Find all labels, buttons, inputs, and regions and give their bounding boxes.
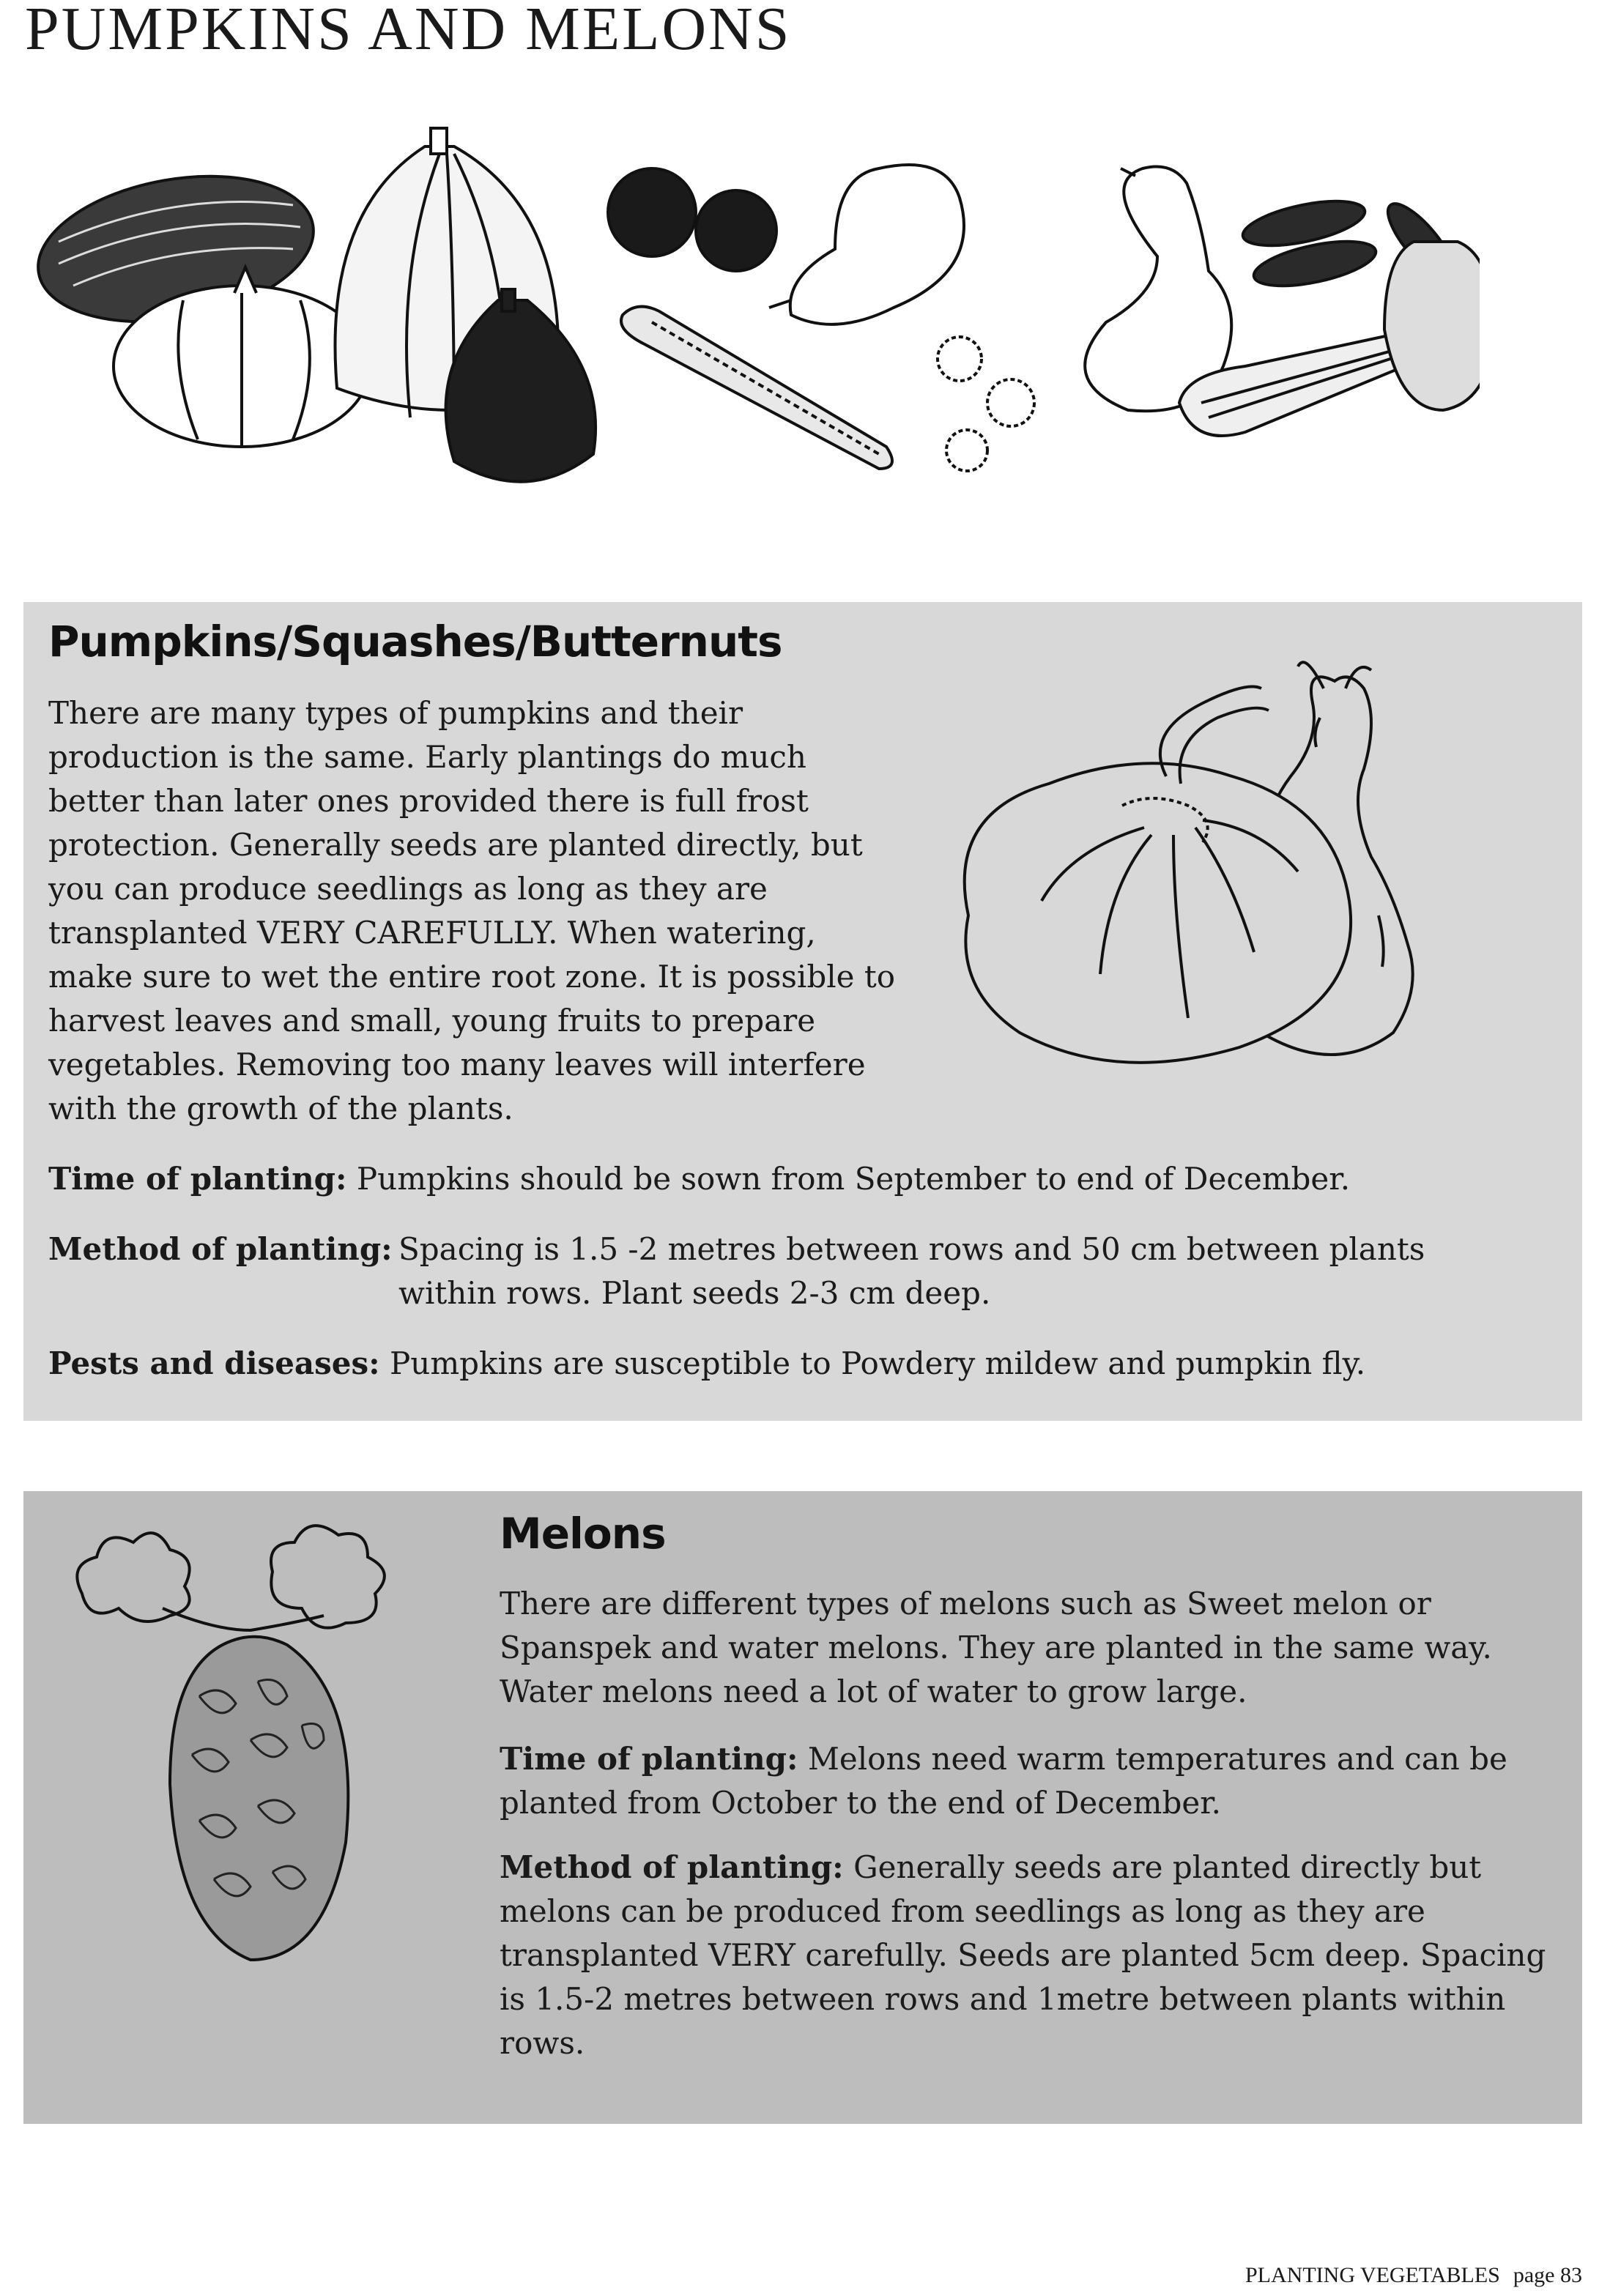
pumpkins-method-text: Spacing is 1.5 -2 metres between rows and 50 cm between plants within rows. Plant seeds 2-3 cm deep. xyxy=(398,1231,1425,1311)
gem-squash-drawing xyxy=(938,337,982,381)
melons-intro: There are different types of melons such as Sweet melon or Spanspek and water melons. They are planted in the same way. Water melons need a lot of water to grow large. xyxy=(500,1586,1492,1709)
round-melon-drawing xyxy=(608,168,696,256)
footer-page-number: page 83 xyxy=(1513,2263,1582,2287)
melon-illustration xyxy=(53,1506,434,1974)
vegetables-banner-illustration xyxy=(15,125,1480,505)
melons-method-row xyxy=(500,1846,1569,2065)
pumpkins-section xyxy=(23,602,1582,1421)
pumpkins-time-label: Time of planting: xyxy=(48,1161,347,1197)
pumpkins-method-label: Method of planting: xyxy=(48,1231,393,1267)
melons-time-text: Melons need warm temperatures and can be planted from October to the end of December. xyxy=(500,1741,1507,1821)
cucumber-drawing xyxy=(621,307,892,469)
pumpkin-outline xyxy=(965,763,1351,1063)
butternut-drawing xyxy=(769,165,964,324)
pumpkins-pests-row xyxy=(48,1342,1557,1386)
pumpkins-time-row xyxy=(48,1157,1557,1201)
pumpkins-heading: Pumpkins/Squashes/Butternuts xyxy=(48,617,782,666)
melon-leaf-right xyxy=(271,1526,385,1628)
footer-section-name: PLANTING VEGETABLES xyxy=(1245,2263,1500,2287)
gem-squash-drawing xyxy=(946,430,987,471)
page-footer xyxy=(1245,2263,1582,2288)
pumpkins-pests-label: Pests and diseases: xyxy=(48,1345,380,1381)
chayote-drawing xyxy=(1384,242,1480,410)
pumpkins-time-text: Pumpkins should be sown from September to end of December. xyxy=(356,1161,1351,1197)
pumpkins-method-row xyxy=(48,1227,1557,1315)
gem-squash-drawing xyxy=(987,379,1034,426)
melons-heading: Melons xyxy=(500,1509,666,1558)
melons-method-label: Method of planting: xyxy=(500,1849,844,1885)
pumpkins-pests-text: Pumpkins are susceptible to Powdery mildew and pumpkin fly. xyxy=(390,1345,1366,1381)
pumpkins-intro: There are many types of pumpkins and their production is the same. Early plantings do much better than later ones provided there is full frost protection. Generally seeds are planted directly, but you can produce seedlings as long as they are transplanted VERY CAREFULLY. When watering, make sure to wet the entire root zone. It is possible to harvest leaves and small, young fruits to prepare vegetables. Removing too many leaves will interfere with the growth of the plants. xyxy=(48,695,896,1126)
pumpkin-butternut-illustration xyxy=(924,637,1562,1077)
melons-section xyxy=(23,1491,1582,2124)
melon-leaf-left xyxy=(77,1533,189,1621)
melons-time-row xyxy=(500,1737,1569,1825)
page-title: PUMPKINS AND MELONS xyxy=(25,0,792,63)
round-melon-drawing xyxy=(696,190,776,271)
melons-method-text: Generally seeds are planted directly but melons can be produced from seedlings as long as they are transplanted VERY carefully. Seeds are planted 5cm deep. Spacing is 1.5-2 metres between rows and 1metre between plants within rows. xyxy=(500,1849,1546,2061)
melons-time-label: Time of planting: xyxy=(500,1741,798,1777)
